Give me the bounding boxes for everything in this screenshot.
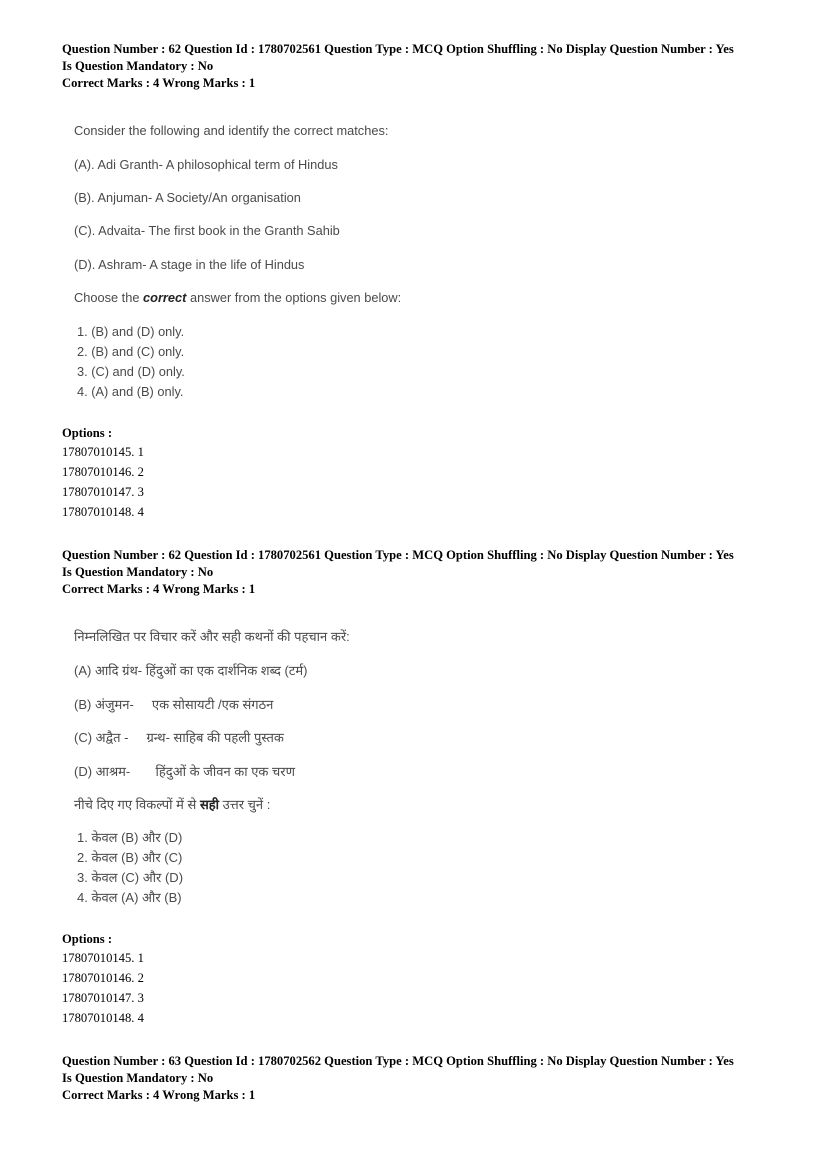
option-row: 17807010145. 1 — [62, 951, 144, 965]
choice-4: 4. (A) and (B) only. — [77, 384, 184, 399]
option-row: 17807010147. 3 — [62, 991, 144, 1005]
match-item-d: (D). Ashram- A stage in the life of Hindus — [74, 257, 305, 272]
choice-3: 3. (C) and (D) only. — [77, 364, 185, 379]
choice-2: 2. केवल (B) और (C) — [77, 850, 183, 865]
match-item-c: (C) अद्वैत - ग्रन्थ- साहिब की पहली पुस्तक — [74, 730, 284, 745]
option-row: 17807010148. 4 — [62, 505, 144, 519]
mandatory-line: Is Question Mandatory : No — [62, 59, 214, 73]
emphasis-word: सही — [199, 797, 220, 812]
question-intro: Consider the following and identify the correct matches: — [74, 123, 389, 138]
options-label: Options : — [62, 426, 113, 440]
option-row: 17807010146. 2 — [62, 465, 144, 479]
question-meta-line: Question Number : 63 Question Id : 1780702562 Question Type : MCQ Option Shuffling : No Display Question Number : Yes — [62, 1054, 734, 1068]
option-row: 17807010147. 3 — [62, 485, 144, 499]
options-label: Options : — [62, 932, 113, 946]
mandatory-line: Is Question Mandatory : No — [62, 1071, 214, 1085]
marks-line: Correct Marks : 4 Wrong Marks : 1 — [62, 582, 256, 596]
match-item-d: (D) आश्रम- हिंदुओं के जीवन का एक चरण — [74, 764, 295, 779]
marks-line: Correct Marks : 4 Wrong Marks : 1 — [62, 1088, 256, 1102]
match-item-b: (B) अंजुमन- एक सोसायटी /एक संगठन — [74, 697, 274, 712]
match-item-a: (A) आदि ग्रंथ- हिंदुओं का एक दार्शनिक शब्द (टर्म) — [74, 663, 308, 678]
match-item-a: (A). Adi Granth- A philosophical term of Hindus — [74, 157, 338, 172]
choose-instruction: नीचे दिए गए विकल्पों में से सही उत्तर चुनें : — [74, 797, 271, 812]
marks-line: Correct Marks : 4 Wrong Marks : 1 — [62, 76, 256, 90]
choice-1: 1. केवल (B) और (D) — [77, 830, 183, 845]
question-intro: निम्नलिखित पर विचार करें और सही कथनों की पहचान करें: — [74, 629, 350, 644]
option-row: 17807010148. 4 — [62, 1011, 144, 1025]
question-meta-line: Question Number : 62 Question Id : 1780702561 Question Type : MCQ Option Shuffling : No Display Question Number : Yes — [62, 42, 734, 56]
question-header-2 — [62, 547, 782, 598]
choose-instruction: Choose the correct answer from the options given below: — [74, 290, 402, 305]
option-row: 17807010145. 1 — [62, 445, 144, 459]
match-item-b: (B). Anjuman- A Society/An organisation — [74, 190, 301, 205]
choice-2: 2. (B) and (C) only. — [77, 344, 185, 359]
match-item-c: (C). Advaita- The first book in the Granth Sahib — [74, 223, 340, 238]
choice-3: 3. केवल (C) और (D) — [77, 870, 184, 885]
question-header-3 — [62, 1053, 782, 1104]
emphasis-word: correct — [143, 290, 187, 305]
question-header-1 — [62, 41, 782, 92]
mandatory-line: Is Question Mandatory : No — [62, 565, 214, 579]
option-row: 17807010146. 2 — [62, 971, 144, 985]
choice-1: 1. (B) and (D) only. — [77, 324, 185, 339]
choice-4: 4. केवल (A) और (B) — [77, 890, 182, 905]
question-meta-line: Question Number : 62 Question Id : 1780702561 Question Type : MCQ Option Shuffling : No Display Question Number : Yes — [62, 548, 734, 562]
